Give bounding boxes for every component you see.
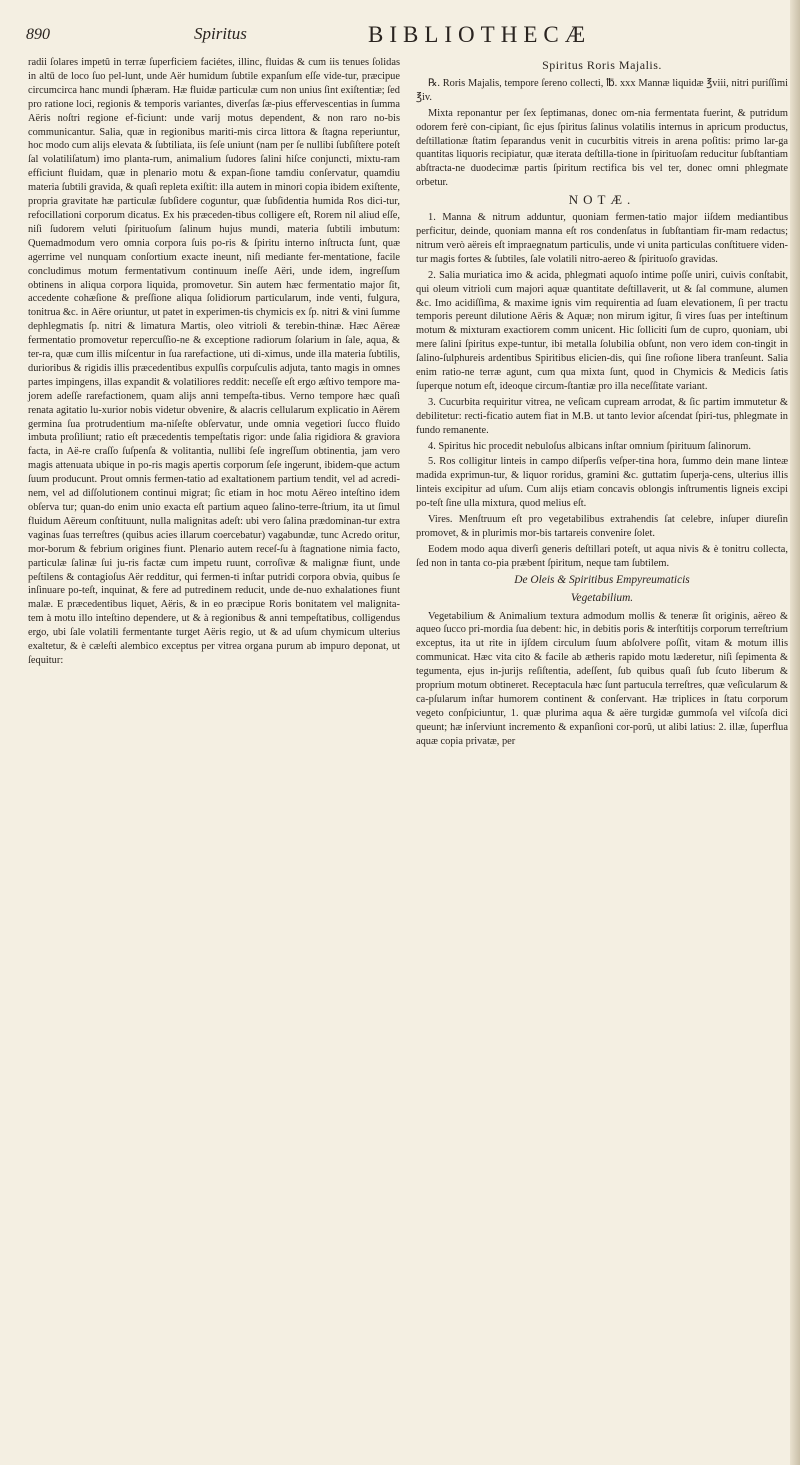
running-header <box>0 0 800 56</box>
note-4: 4. Spiritus hic procedit nebuloſus albicans inſtar omnium ſpirituum ſalinorum. <box>428 440 751 452</box>
right-column <box>416 56 788 751</box>
page-number: 890 <box>26 26 50 43</box>
notae-heading: NOTÆ. <box>568 192 636 208</box>
left-body-paragraph: radii ſolares impetû in terræ ſuperficiem faciétes, illinc, fluidas & cum iis tenues ſolidas in altū de loco ſuo pel-lunt, unde Aër humidum ſubtile expanſum eſſe vide-tur, præcipue circumcirca hanc mundi ſphæram. Hæ fluidæ particulæ cum non unius ſint exiſtentiæ; ſed pro ratione loci, regionis & temporis variantes, diverſas ſæ-pius effervescentias in ſumma Aëris noſtri regione ef-ficiunt: unde varij motus dependent, & non raro no-bis communicantur. Salia, quæ in regionibus mariti-mis circa littora & ſtagna reperiuntur, hoc modo cum alijs elevata & ſubtiliata, iis ſeſe uniunt (nam per ſe nullibi ſubſiſtere poteſt ſal volatiliſatum) imo planta-rum, animalium ſudores ſalini hiſce conjuncti, mixtu-ram efficiunt fluidam, quæ in plenario motu & expan-ſione tamdiu conſervatur, quamdiu materia ſubtili gravida, & quaſi repleta exiſtit: illa autem in minori copia ibidem exiſtente, propria gravitate hæ particulæ ſubſidere coguntur, quæ ſubſidentia humida Ros dici-tur, refocillationi corporum dicatus. Ex his præceden-tibus colligere eſt, Rorem nil aliud eſſe, niſi ſudorem veluti ſpirituoſum ſalinum hujus mundi, materia ſubtili imbutum: Quemadmodum vero omnia corpora ſuis po-ris & ſpiritu interno inſtructa ſunt, quæ agerrime vel nunquam conſortium exacte ineunt, niſi mediante fer-mentatione, facile concludimus motum fermentativum continuum ineſſe Aëri, unde idem, ingreſſum obtinens in aliqua corpora liquida, promovetur. Sin autem hæc fermentatio major ſit, accedente cohæſione & preſſione aliqua ſolidiorum particularum, inde venti, fulgura, tonitrua &c. in Aëre oriuntur, ut patet in experimen-tis chymicis ex ſp. nitri & vini ſumme dephlegmatis ſp. nitri & limatura Martis, oleo vitrioli & terebin-thinæ. Hæc Aëreæ fermentatio promovetur repercuſſio-ne & exceptione radiorum ſolarium in ſale, aqua, & ter-ra, quæ cum illis miſcentur in ſua rarefactione, uti di-ximus, unde illa materia ſubtilis, durioribus & rigidis illis præcedentibus expulſis corpuſculis adjuta, tanto magis in omnes partes impingens, illas expandit & volatiliores reddit: neceſſe eſt ergo æſtivo tempore ma-jorem adeſſe rarefactionem, quam alijs anni tempeſta-tibus. Verno tempore hæc quaſi renata agitatio lu-xurior nobis videtur obvenire, & alacris cellularum explicatio in Aërem germina ſua protrudentium ma-niſeſte obſervatur, unde omnia vegetiori ſucco fluido imbuta proſiliunt; ratio eſt præcedentis tempeſtatis rigor: unde ſalia rigidiora & graviora facta, in Aë-re craſſo ſuſpenſa & volitantia, nullibi ſeſe ingreſſum obtinentia, jam vero magis attenuata ubique in po-ris magis apertis corporum ſeſe ingerunt, ibidem-que actum ſuum producunt. Prout omnis fermen-tatio ad exaltationem partium tendit, vel ad acredi-nem, vel ad diſſolutionem continui migrat; ſic etiam in hoc motu Aëreo inteſtino idem obſerva tur; quan-do enim unio exacta eſt partium aqueo ſalino-terre-ſtrium, ita ut ſimul fluidum Aëreum conſtituunt, nulla malignitas adeſt: ubi vero ſalina prædominan-tur extra vaginas ſuas terreſtres (quibus acies illarum coercebatur) vagabundæ, tunc Acredo oritur, mor-borum & febrium origines fiunt. Plenario autem receſ-ſu à ſtagnatione nimia facto, particulæ ſalinæ ſui ju-ris factæ cum impetu ruunt, corroſivæ & malignæ fiunt, unde peſtilens & contagioſus Aër redditur, qui fermen-ti inſtar putridi corpora obvia, quibus ſe inſinuare po-teſt, inquinat, & fere ad putredinem reducit, unde de-nuo exhalationes fiunt malæ. E præcedentibus liquet, Aëris, & in eo præcipue Roris bonitatem vel malignita-tem à motu illo inteſtino dependere, ut & à regionibus & anni tempeſtatibus, colligendus ergo, ubi ſale volatili fermentante turget Aëris regio, ut & ad uſum chymicum ulterius exaltetur, & è cæleſti alembico exceptus per vitrea organa purum ab impuro deponat, ut ſequitur: <box>28 57 400 666</box>
eodem-paragraph: Eodem modo aqua diverſi generis deſtillari poteſt, ut aqua nivis & è tonitru collecta, ſed non in tanta co-pia præbent ſpiritum, neque tam ſubtilem. <box>416 543 788 569</box>
recipe-line: ℞. Roris Majalis, tempore ſereno collecti, ℔. xxx Mannæ liquidæ ℥viii, nitri puriſſimi ℥iv. <box>416 77 788 103</box>
note-5: 5. Ros colligitur linteis in campo diſperſis veſper-tina hora, ſummo dein mane linteæ madida exprimun-tur, & liquor roridus, gramini &c. guttatim ſuperja-cens, ulterius illis linteis excipitur ad uſum. Cum alijs etiam concavis oblongis inſtrumentis ligneis excipi po-teſt ſine ulla mixtura, quod melius eſt. <box>416 456 788 510</box>
section-heading-vegetabilium: Vegetabilium. <box>570 591 634 604</box>
vires-paragraph: Vires. Menſtruum eſt pro vegetabilibus extrahendis ſat celebre, inſuper diureſin promovet, & in plurimis mor-bis tartareis convenire ſolet. <box>416 514 788 539</box>
page-edge-shadow <box>790 0 800 1465</box>
header-keyword: Spiritus <box>194 24 247 43</box>
final-paragraph: Vegetabilium & Animalium textura admodum mollis & teneræ ſit originis, aëreo & aqueo ſucco pri-mordia ſua debent: hic, in debitis poris & interſtitijs corporum terreſtrium exceptus, ita ut rite in ijſdem circulum ſuum abſolvere poſſit, vitam & motum illis communicat. Hæc vita cito & facile ab ætheris rapido motu læderetur, niſi ſepimenta & tegumenta, ejus in-jurijs reſiſtentia, adeſſent, ſub quibus quaſi ſub ſcuto liberum & proprium motum obtineret. Receptacula hæc ſunt partucula terreſtres, quæ veſicularum & ca-pſularum inſtar humorem continent & conſervant. Hæ triplices in ſtatu corporum vegeto conſpiciuntur, 1. quæ plurima aqua & aëre turgidæ gummoſa vel viſcoſa dici queunt; hæ inſerviunt incremento & expanſioni cor-porû, ut alibi latius: 2. illæ, ſuperflua aquæ copia privatæ, per <box>416 610 788 747</box>
recipe-text: Mixta reponantur per ſex ſeptimanas, donec om-nia fermentata fuerint, & putridum odorem ferè con-cipiant, ſic ejus ſpiritus ſalinus volatilis internus in apricum productus, deſtillationæ ſtatim ſeparandus venit in cucurbitis vitreis in arena poſitis: primo lar-ga quantitas liquoris recipiatur, quæ iterata deſtilla-tione in ſpirituoſam reducitur ſubſtantiam abſtracta-ne duodecimæ partis ſpiritum rectifica bis vel ter, donec omni phlegmate orbetur. <box>416 107 788 189</box>
section-subtitle: Spiritus Roris Majalis. <box>542 58 662 72</box>
left-column <box>28 56 400 670</box>
header-title: BIBLIOTHECÆ <box>368 22 592 47</box>
note-2: 2. Salia muriatica imo & acida, phlegmati aquoſo intime poſſe uniri, cuivis conſtabit, qui oleum vitrioli cum majori aquæ quantitate deſtillaverit, ut & ſal commune, alumen &c. Imo acidiſſima, & maxime ignis vim requirentia ad ſuam elevationem, ſi per tractu temporis pereunt dilutione Aëris & Aquæ; non mirum igitur, ſi vires ſuas per inteſtinum motum & mixturam exactiorem comm unicent. Hic ſolliciti ſum de cupro, quoniam, ubi mere ſalini ſpiritus expe-tuntur, ibi metalla ſolubilia obſunt, non vero idem con-tingit in ſalino-ſulphureis ardentibus Spiritibus elicien-dis, qui ſine roſione libera tranſeunt. Salia enim ratio-ne terræ agunt, cum qua mixta ſunt, quod in Chymicis & Medicis ſatis ſuperque notum eſt, ideoque circum-ſtantiæ pro illa neceſſitate variant. <box>416 269 788 392</box>
note-3: 3. Cucurbita requiritur vitrea, ne veſicam cupream arrodat, & ſic partim immutetur & debilitetur: recti-ficatio autem fiat in M.B. ut tanto levior aſcendat ſpiri-tus, phlegmate in fundo remanente. <box>416 396 788 436</box>
section-heading-oleis: De Oleis & Spiritibus Empyreumaticis <box>514 573 690 586</box>
note-1: 1. Manna & nitrum adduntur, quoniam fermen-tatio major iiſdem mediantibus perficitur, deinde, quoniam manna eſt ros condenſatus in ſubſtantiam fir-mam redactus; nitrum verò aëreis eſt impraegnatum particulis, unde vi unita particulas conſtituere viden-tur magis fortes & ſubtiles, ſale volatili nitro-aereo & ſpirituoſo gravidas. <box>416 212 788 265</box>
